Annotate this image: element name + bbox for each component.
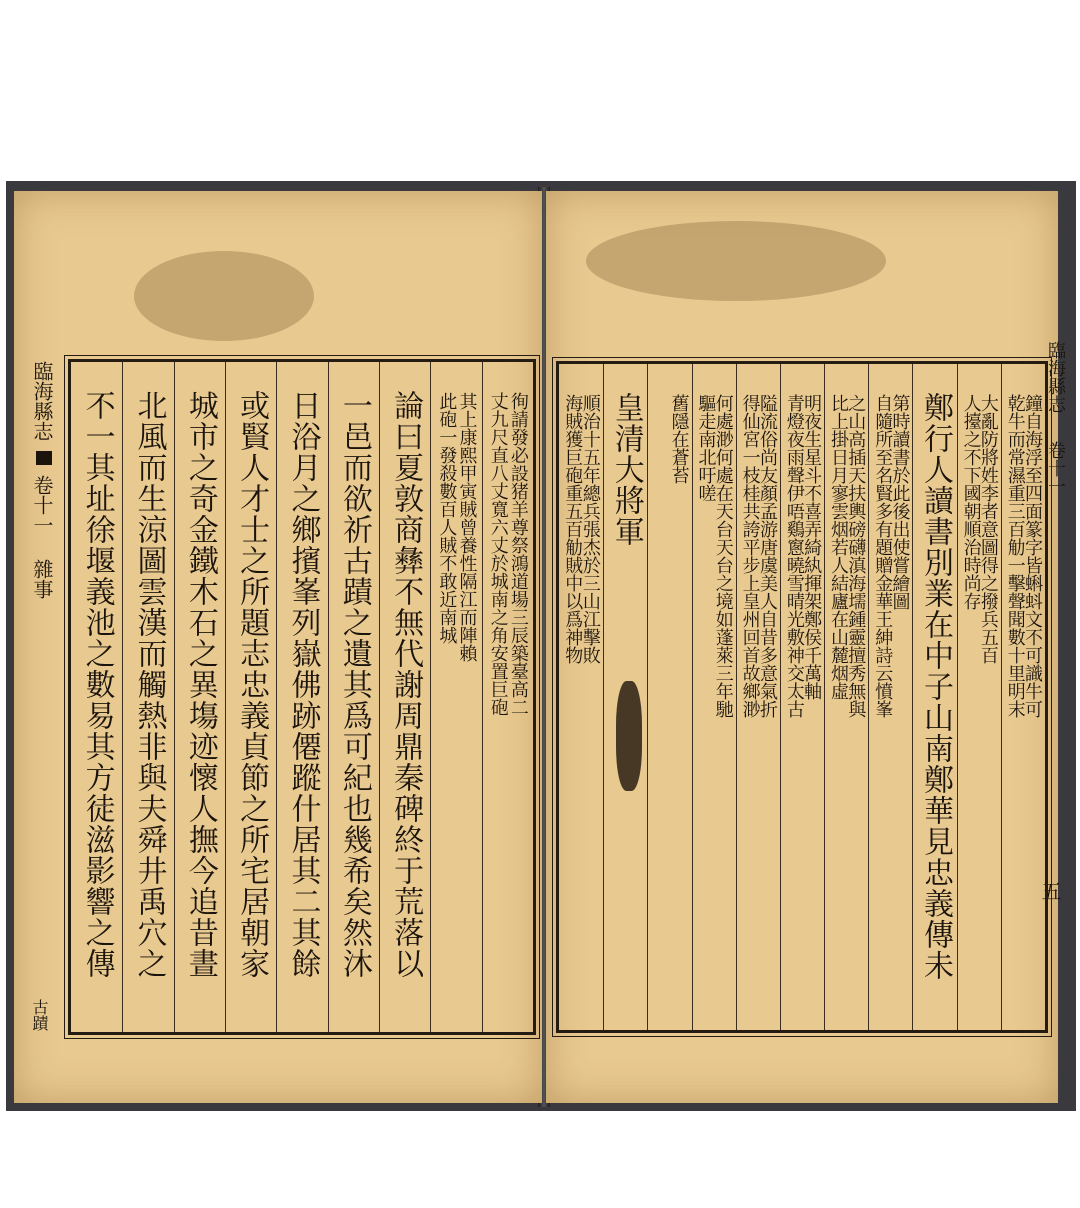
right-margin-section: 卷十一 (1045, 441, 1066, 495)
column-text: 皇清大將軍 (608, 392, 644, 547)
annotation-pair (559, 394, 603, 1060)
text-column (957, 364, 1001, 1030)
text-column (559, 364, 603, 1030)
right-text-frame (556, 361, 1048, 1033)
annotation-line: 明夜生星斗不喜弄綺紈揮架鄭侯千萬軸 (801, 394, 823, 700)
annotation-line: 隘流俗尚友顏孟游唐虞美人自昔多意氣折 (756, 394, 778, 718)
annotation-line: 鐘自海浮至四面篆字皆蝌蚪文不可識牛可 (1022, 394, 1044, 718)
annotation-pair (825, 394, 868, 1060)
column-text: 北風而生涼圖雲漢而觸熱非與夫舜井禹穴之 (131, 390, 167, 979)
left-text-frame (68, 359, 536, 1035)
annotation-line: 舊隱在蒼苔 (668, 394, 690, 484)
annotation-pair (648, 394, 691, 1060)
text-column (328, 362, 379, 1032)
text-column (71, 362, 122, 1032)
annotation-line: 之山高插天扶輿磅礴滇海壖鍾靈擅秀無與 (845, 394, 867, 718)
column-text: 不一其址徐堰義池之數易其方徒滋影響之傳 (79, 390, 115, 979)
text-column (276, 362, 327, 1032)
annotation-line: 得仙宮一枝桂共誇平步上皇州回首故鄉渺 (739, 394, 761, 718)
text-column (780, 364, 824, 1030)
book-scan (6, 181, 1076, 1111)
left-margin-title: 臨海縣志 (30, 361, 54, 441)
right-margin-title: 臨海縣志 (1045, 341, 1066, 413)
annotation-line: 第時讀書於此後出使嘗繪圖 (889, 394, 911, 610)
text-column (174, 362, 225, 1032)
annotation-line: 海賊獲巨砲重五百觔賊中以爲神物 (562, 394, 584, 664)
annotation-line: 丈九尺直八丈寬六丈於城南之角安置巨砲 (487, 392, 509, 716)
paper-stain (134, 251, 314, 341)
annotation-pair (1002, 394, 1045, 1060)
annotation-line: 比上掛日月寥雲烟若人結廬在山麓烟虛 (828, 394, 850, 700)
annotation-pair (781, 394, 824, 1060)
annotation-pair (958, 394, 1001, 1060)
column-text: 鄭行人讀書別業在中子山南鄭華見忠義傳未 (918, 392, 954, 981)
annotation-line: 何處渺何處在天台天台之境如蓬萊三年馳 (712, 394, 734, 718)
text-column (647, 364, 691, 1030)
fish-tail-mark (36, 451, 52, 465)
left-margin-sub: 古蹟 (30, 999, 49, 1031)
text-column (430, 362, 481, 1032)
text-column (692, 364, 736, 1030)
left-page (14, 191, 542, 1103)
text-column (824, 364, 868, 1030)
column-text: 一邑而欲祈古蹟之遺其爲可紀也幾希矣然沐 (336, 390, 372, 979)
text-column (379, 362, 430, 1032)
paper-stain (586, 221, 886, 301)
text-column (122, 362, 173, 1032)
annotation-line: 徇請發必設猪羊尊祭鴻道場三辰築臺高二 (507, 392, 529, 716)
right-page (546, 191, 1066, 1103)
annotation-line: 大亂防將姓李者意圖得之撥兵五百 (977, 394, 999, 664)
text-column (868, 364, 912, 1030)
annotation-pair (869, 394, 912, 1060)
text-column (1001, 364, 1045, 1030)
annotation-line: 人擡之不下國朝順治時尚存 (960, 394, 982, 610)
annotation-pair (693, 394, 736, 1060)
leaf-number: 五 (1038, 881, 1062, 901)
column-text: 城市之奇金鐵木石之異塲迹懷人撫今追昔晝 (182, 390, 218, 979)
annotation-line: 驅走南北吁嗟 (695, 394, 717, 502)
column-text: 日浴月之鄉擯峯列嶽佛跡僊蹤什居其二其餘 (285, 390, 321, 979)
text-column (736, 364, 780, 1030)
text-column (912, 364, 956, 1030)
annotation-line: 乾牛而常濕重三百觔一擊聲聞數十里明末 (1004, 394, 1026, 718)
annotation-pair (431, 392, 481, 1062)
annotation-pair (737, 394, 780, 1060)
left-margin-section: 卷十一 雜事 (30, 475, 54, 599)
annotation-line: 自隨所至名賢多有題贈金華王紳詩云憤峯 (872, 394, 894, 718)
annotation-line: 順治十五年總兵張杰於三山江擊敗 (579, 394, 601, 664)
annotation-line: 其上康熙甲寅賊曾養性隔江而陣賴 (456, 392, 478, 662)
column-text: 或賢人才士之所題志忠義貞節之所宅居朝家 (234, 390, 270, 979)
text-column (225, 362, 276, 1032)
column-text: 論曰夏敦商彝不無代謝周鼎秦碑終于荒落以 (388, 390, 424, 979)
annotation-pair (483, 392, 533, 1062)
annotation-line: 此砲一發殺數百人賊不敢近南城 (436, 392, 458, 644)
annotation-line: 青燈夜雨聲伊唔鷄窻曉雪晴光敷神交太古 (783, 394, 805, 718)
text-column (482, 362, 533, 1032)
text-column (603, 364, 647, 1030)
